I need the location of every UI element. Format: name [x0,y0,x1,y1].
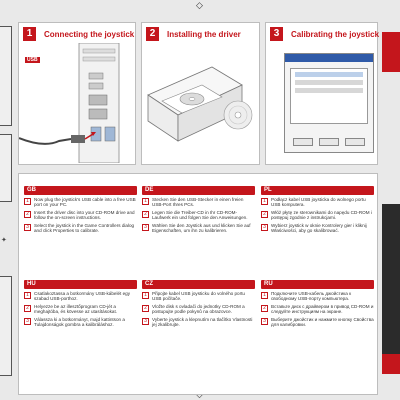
crop-mark-top: ◇ [196,0,203,10]
step-number: 1 [23,27,36,41]
right-red-tab [382,32,400,72]
left-box-2 [0,134,12,202]
cancel-button[interactable] [345,138,365,146]
lang-block-hu [24,280,137,327]
lang-tag: HU [24,280,137,289]
step-title: Calibrating the joystick [291,29,380,39]
item-number: 3 [261,224,268,231]
item-text: Vyberte joystick a klepnutím na tlačítko Vlastnosti jej zkalibrujte. [152,316,253,328]
list-row [295,72,363,77]
list-item [24,317,137,328]
step-title: Installing the driver [167,29,241,39]
lang-tag: DE [142,186,255,195]
item-text: Select the joystick in the Game Controllers dialog and click Properties to calibrate. [34,222,135,234]
item-number: 3 [24,318,31,325]
list-item [24,223,137,234]
lang-block-gb [24,186,137,233]
item-number: 1 [24,292,31,299]
item-number: 1 [24,198,31,205]
list-row [295,88,363,93]
properties-button[interactable] [293,138,313,146]
lang-block-ru [261,280,374,327]
left-page-edge [0,14,14,374]
lang-tag: GB [24,186,137,195]
list-item [261,317,374,328]
item-text: Подключите USB-кабель джойстика к свободному USB-порту компьютера. [271,291,352,302]
item-text: Podłącz kabel USB joysticka do wolnego portu USB komputera. [271,197,366,208]
step-header-2 [146,27,241,41]
item-text: Выберите джойстик и нажмите кнопку Свойства для калибровки. [271,316,374,328]
list-item [142,223,255,234]
star-icon: ✦ [1,237,7,244]
item-text: Insert the driver disc into your CD-ROM drive and follow the on-screen instructions. [34,209,135,221]
item-text: Wählen Sie den Joystick aus und klicken Sie auf Eigenschaften, um ihn zu kalibrieren. [152,222,251,234]
item-number: 2 [142,211,149,218]
item-number: 2 [142,305,149,312]
item-text: Válassza ki a botkormányt, majd kattintson a Tulajdonságok gombra a kalibráláshoz. [34,316,125,328]
item-number: 2 [24,211,31,218]
usb-callout: USB [27,57,38,63]
controller-list [290,68,368,124]
item-text: Вставьте диск с драйвером в привод CD-ROM и следуйте инструкциям на экране. [271,303,374,315]
list-item [24,197,137,208]
dialog-title-bar [285,54,373,62]
item-text: Legen Sie die Treiber-CD in Ihr CD-ROM-Laufwerk ein und folgen Sie den Anweisungen. [152,209,248,221]
instructions-area [18,173,378,395]
item-number: 3 [261,318,268,325]
item-number: 2 [261,211,268,218]
list-item [24,210,137,221]
item-text: Vložte disk s ovladači do jednotky CD-ROM a postupujte podle pokynů na obrazovce. [152,303,245,315]
lang-block-cz [142,280,255,327]
list-item [142,317,255,328]
right-dark-tab [382,204,400,354]
item-number: 1 [261,198,268,205]
cd-drive-illustration [142,45,260,163]
lang-block-de [142,186,255,233]
step-number: 2 [146,27,159,41]
list-item [142,197,255,208]
list-item [261,210,374,221]
item-text: Włóż płytę ze sterownikami do napędu CD-ROM i postępuj zgodnie z instrukcjami. [271,209,372,221]
left-box-1 [0,26,12,126]
lang-tag: RU [261,280,374,289]
step-header-3 [270,27,379,41]
item-number: 3 [24,224,31,231]
list-item [142,210,255,221]
game-controllers-dialog [284,53,374,153]
item-number: 2 [261,305,268,312]
item-number: 2 [24,305,31,312]
ok-button[interactable] [319,138,339,146]
item-number: 1 [142,198,149,205]
item-text: Wybierz joystick w oknie Kontrolery gier i kliknij Właściwości, aby go skalibrować. [271,222,367,234]
list-item [261,291,374,302]
lang-tag: CZ [142,280,255,289]
item-text: Now plug the joystick's USB cable into a free USB port on your PC. [34,197,136,208]
step-header-1 [23,27,134,41]
item-text: Připojte kabel USB joysticku do volného portu USB počítače. [152,291,245,302]
left-box-3 [0,276,12,376]
item-text: Helyezze be az illesztőprogram CD-jét a meghajtóba, és kövesse az utasításokat. [34,303,117,315]
right-red-foot [382,354,400,374]
lang-tag: PL [261,186,374,195]
item-text: Csatlakoztassa a botkormány USB-kábelét egy szabad USB-porthoz. [34,291,131,302]
step-panel-2 [141,22,260,165]
item-number: 1 [142,292,149,299]
list-item [24,291,137,302]
list-row [295,80,363,85]
list-item [261,304,374,315]
list-item [261,197,374,208]
list-item [142,304,255,315]
list-item [142,291,255,302]
right-page-edge [382,14,400,386]
item-number: 3 [142,318,149,325]
item-text: Stecken Sie den USB-Stecker in einen freien USB-Port Ihres PCs. [152,197,244,208]
item-number: 3 [142,224,149,231]
step-panel-3 [265,22,378,165]
step-title: Connecting the joystick [44,29,135,39]
item-number: 1 [261,292,268,299]
lang-block-pl [261,186,374,233]
step-number: 3 [270,27,283,41]
list-item [24,304,137,315]
step-panel-1 [18,22,136,165]
list-item [261,223,374,234]
